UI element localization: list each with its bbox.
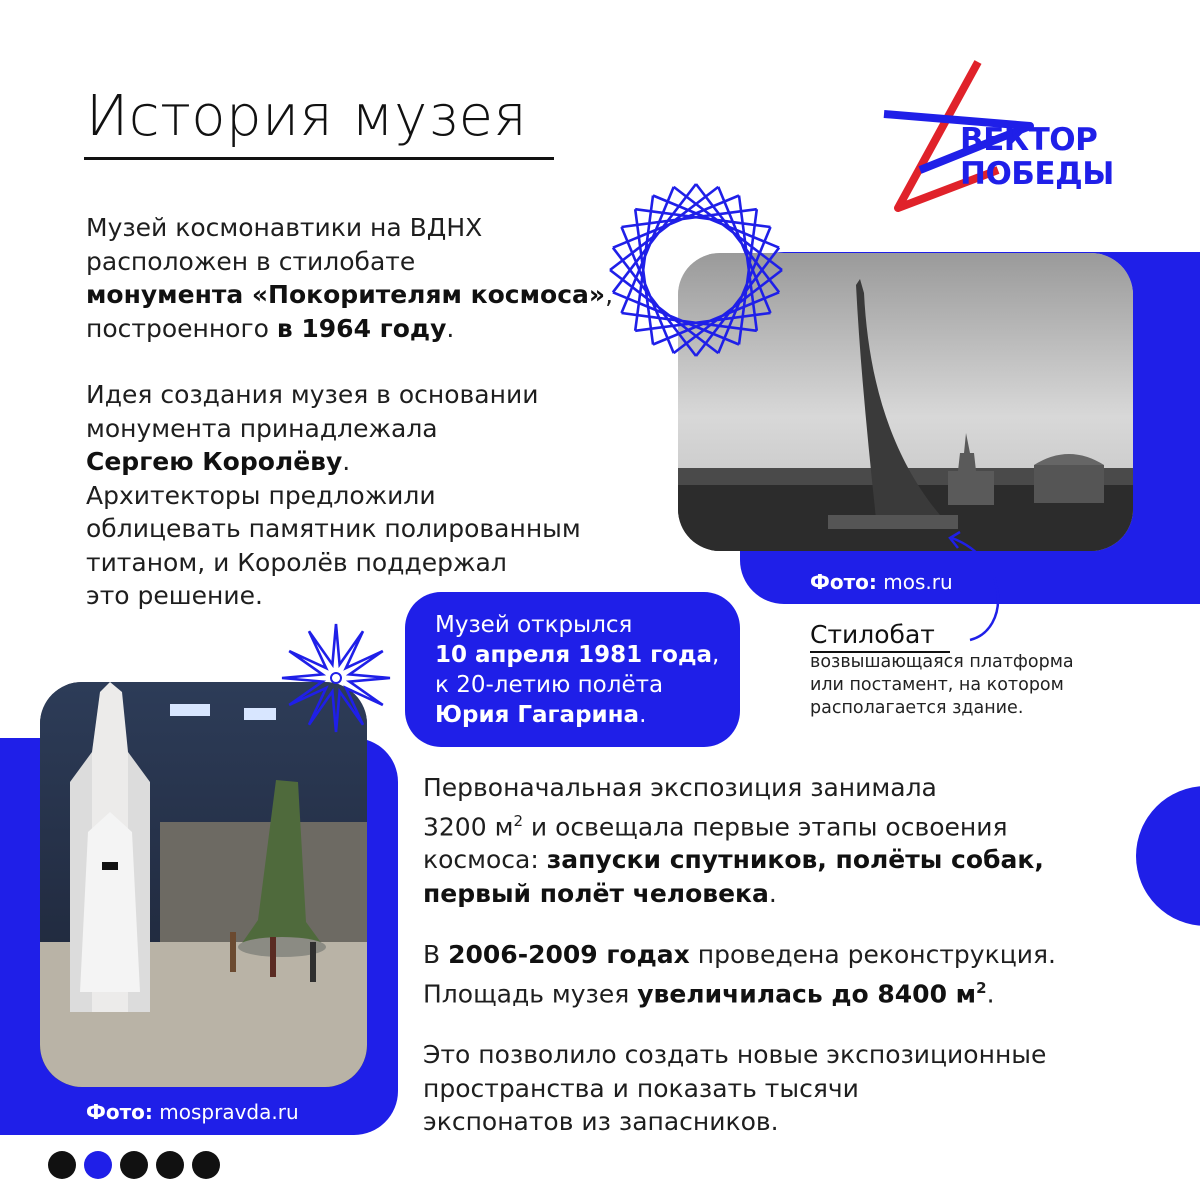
callout-line: к 20-летию полёта: [435, 672, 664, 698]
intro-bold: в 1964 году: [276, 313, 447, 343]
pagination-dot[interactable]: [84, 1151, 112, 1179]
recon-line: проведена реконструкция.: [689, 940, 1056, 969]
page-title: История музея: [86, 84, 528, 149]
intro-punct: ,: [605, 280, 614, 309]
brand-logo: [880, 58, 1150, 218]
expo-bold: первый полёт человека: [423, 878, 769, 908]
expo-line: 3200 м: [423, 811, 514, 841]
pagination-dot[interactable]: [48, 1151, 76, 1179]
callout-punct: .: [639, 702, 647, 728]
spirograph-star-icon: [606, 180, 786, 360]
callout-punct: ,: [712, 642, 720, 668]
pagination-dot[interactable]: [156, 1151, 184, 1179]
intro-punct: .: [446, 313, 455, 343]
brand-line-1: ВЕКТОР: [960, 122, 1098, 158]
brand-line-2: ПОБЕДЫ: [960, 156, 1114, 192]
result-line: Это позволило создать новые экспозиционные: [423, 1040, 1047, 1069]
stylobate-term: Стилобат: [810, 620, 935, 649]
recon-bold: увеличилась до 8400 м: [637, 978, 977, 1008]
definition-line: располагается здание.: [810, 698, 1024, 718]
callout-bold: Юрия Гагарина: [435, 702, 640, 728]
callout-line: Музей открылся: [435, 612, 633, 638]
idea-paragraph: [86, 378, 676, 613]
stylobate-definition: [810, 651, 1074, 720]
title-underline: [84, 157, 554, 160]
burst-center: [331, 673, 341, 683]
caption-label: Фото:: [86, 1100, 153, 1124]
result-line: пространства и показать тысячи: [423, 1073, 859, 1103]
expo-punct: .: [768, 878, 777, 908]
museum-photo: [40, 682, 367, 1087]
definition-line: возвышающаяся платформа: [810, 652, 1074, 672]
pagination-dot[interactable]: [192, 1151, 220, 1179]
expo-line: Первоначальная экспозиция занимала: [423, 773, 937, 802]
expo-line: и освещала первые этапы освоения: [522, 811, 1008, 841]
burst-star-icon: [280, 622, 392, 734]
callout-bold: 10 апреля 1981 года: [435, 642, 713, 668]
superscript: 2: [513, 811, 523, 830]
result-paragraph: [423, 1038, 1163, 1139]
decor-half-circle: [1136, 786, 1200, 926]
idea-punct: .: [342, 447, 351, 476]
exposition-paragraph: [423, 771, 1143, 910]
caption-source: mospravda.ru: [159, 1100, 299, 1124]
pagination-dot[interactable]: [120, 1151, 148, 1179]
recon-bold: 2006-2009 годах: [448, 940, 690, 969]
superscript: 2: [976, 978, 987, 997]
idea-line: это решение.: [86, 581, 263, 610]
intro-bold: монумента «Покорителям космоса»: [86, 280, 606, 309]
idea-line: монумента принадлежала: [86, 413, 438, 443]
museum-photo-caption: [86, 1100, 299, 1124]
intro-line: Музей космонавтики на ВДНХ: [86, 213, 483, 242]
reconstruction-paragraph: [423, 938, 1163, 1010]
intro-line: расположен в стилобате: [86, 246, 416, 276]
idea-line: титаном, и Королёв поддержал: [86, 547, 507, 577]
caption-label: Фото:: [810, 570, 877, 594]
expo-line: космоса:: [423, 845, 547, 875]
pagination: [48, 1151, 228, 1183]
museum-image: [40, 682, 367, 1087]
curved-arrow-icon: [930, 520, 1020, 650]
spirograph-lines: [610, 184, 782, 356]
intro-paragraph: [86, 211, 646, 345]
definition-line: или постамент, на котором: [810, 675, 1064, 695]
idea-line: Идея создания музея в основании: [86, 380, 539, 409]
recon-line: Площадь музея: [423, 978, 638, 1008]
recon-punct: .: [986, 978, 995, 1008]
expo-bold: запуски спутников, полёты собак,: [546, 845, 1044, 875]
intro-line: построенного: [86, 313, 277, 343]
idea-line: Архитекторы предложили: [86, 480, 436, 510]
caption-source: mos.ru: [883, 570, 953, 594]
idea-line: облицевать памятник полированным: [86, 514, 581, 543]
recon-line: В: [423, 940, 449, 969]
result-line: экспонатов из запасников.: [423, 1107, 779, 1136]
idea-bold: Сергею Королёву: [86, 447, 343, 476]
opening-callout: [405, 592, 740, 747]
